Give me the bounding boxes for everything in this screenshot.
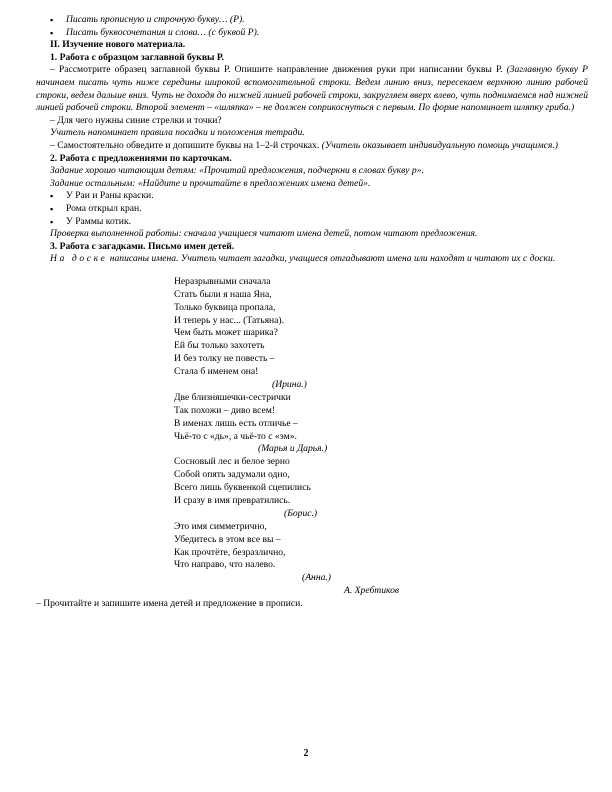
riddle-line: Так похожи – диво всем! <box>174 404 276 416</box>
riddle-line: Всего лишь буквенкой сцепились <box>174 482 311 494</box>
riddles-block <box>174 276 588 598</box>
riddle-line: Стать были я наша Яна, <box>174 288 272 300</box>
question-text: – Для чего нужны синие стрелки и точки? <box>50 114 222 126</box>
riddle-line: Неразрывными сначала <box>174 275 271 287</box>
riddle-line: Что направо, что налево. <box>174 559 276 571</box>
self-work-paragraph <box>36 140 588 153</box>
section-heading: II. Изучение нового материала. <box>50 39 186 51</box>
teacher-note: Учитель напоминает правила посадки и положения тетради. <box>50 127 305 139</box>
goal-item-1: ▪ Писать прописную и строчную букву… (Р). <box>36 14 588 27</box>
riddle-line: И теперь у нас... (Татьяна). <box>174 314 284 326</box>
subsection-2-heading: 2. Работа с предложениями по карточкам. <box>50 152 232 164</box>
task-strong-readers: Задание хорошо читающим детям: «Прочитай предложения, подчеркни в словах букву р». <box>50 165 424 177</box>
riddle-line: Убедитесь в этом все вы – <box>174 533 281 545</box>
self-work-text: – Самостоятельно обведите и допишите буквы на 1–2-й строчках. <box>50 139 322 151</box>
riddle-line: Чьё-то с «дь», а чьё-то с «эм». <box>174 430 297 442</box>
riddle-line: И сразу в имя превратились. <box>174 495 291 507</box>
riddle-line: Как прочтёте, безразлично, <box>174 546 286 558</box>
subsection-3-heading: 3. Работа с загадками. Письмо имен детей. <box>50 240 235 252</box>
explanation-text: (Заглавную букву Р начинаем писать чуть ниже середины широкой вспомогательной строки. Ведем линию вниз, пересекаем верхнюю линию рабочей строки, ведем дальше вниз. Чуть не доходя до нижней линией рабочей строки, закругляем вверх влево, чуть поднимаемся над нижней линией рабочей строки. Второй элемент – «шляпка» – не должен соприкоснуться с первым. По форме напоминает шляпку гриба.) <box>36 64 588 114</box>
page-number: 2 <box>303 748 309 759</box>
card-sentence-2: ▪ Рома открыл кран. <box>36 203 588 216</box>
card-sentence-3: ▪ У Раммы котик. <box>36 216 588 229</box>
instruction-text: – Рассмотрите образец заглавной буквы Р. Опишите направление движения руки при написании буквы Р. <box>50 64 507 76</box>
riddle-line: Ей бы только захотеть <box>174 340 265 352</box>
riddle-answer: (Марья и Дарья.) <box>258 443 328 455</box>
subsection-3-intro <box>36 253 588 266</box>
goal-item-2: ▪ Писать буквосочетания и слова… (с буквой Р). <box>36 27 588 40</box>
subsection-1-heading: 1. Работа с образцом заглавной буквы Р. <box>50 51 224 63</box>
riddle-line: Это имя симметрично, <box>174 520 267 532</box>
riddle-line: Стала б именем она! <box>174 366 259 378</box>
task-others: Задание остальным: «Найдите и прочитайте в предложениях имена детей». <box>50 177 371 189</box>
riddle-line: В именах лишь есть отличье – <box>174 417 298 429</box>
subsection-1-paragraph <box>36 64 588 114</box>
riddle-line: Чем быть может шарика? <box>174 327 278 339</box>
poem-author: А. Хребтиков <box>344 585 400 597</box>
riddle-answer: (Ирина.) <box>272 379 307 390</box>
riddle-line: И без толку не повесть – <box>174 353 275 365</box>
riddle-answer: (Анна.) <box>302 572 331 584</box>
check-note: Проверка выполненной работы: сначала учащиеся читают имена детей, потом читают предложения. <box>50 228 478 240</box>
card-sentence-1: ▪ У Раи и Раны краски. <box>36 190 588 203</box>
riddle-line: Только буквица пропала, <box>174 301 276 313</box>
teacher-help-note: (Учитель оказывает индивидуальную помощь учащимся.) <box>321 139 558 151</box>
closing-instruction: – Прочитайте и запишите имена детей и предложение в прописи. <box>36 598 303 610</box>
riddle-line: Две близняшечки-сестрички <box>174 391 291 403</box>
riddle-line: Сосновый лес и белое зерно <box>174 456 290 468</box>
riddle-line: Собой опять задумали одно, <box>174 469 290 481</box>
board-phrase: На доске <box>50 253 108 265</box>
intro-rest: написаны имена. Учитель читает загадки, учащиеся отгадывают имена или находят и читают их с доски. <box>107 253 556 265</box>
riddle-answer: (Борис.) <box>284 507 318 519</box>
document-page <box>36 14 588 611</box>
